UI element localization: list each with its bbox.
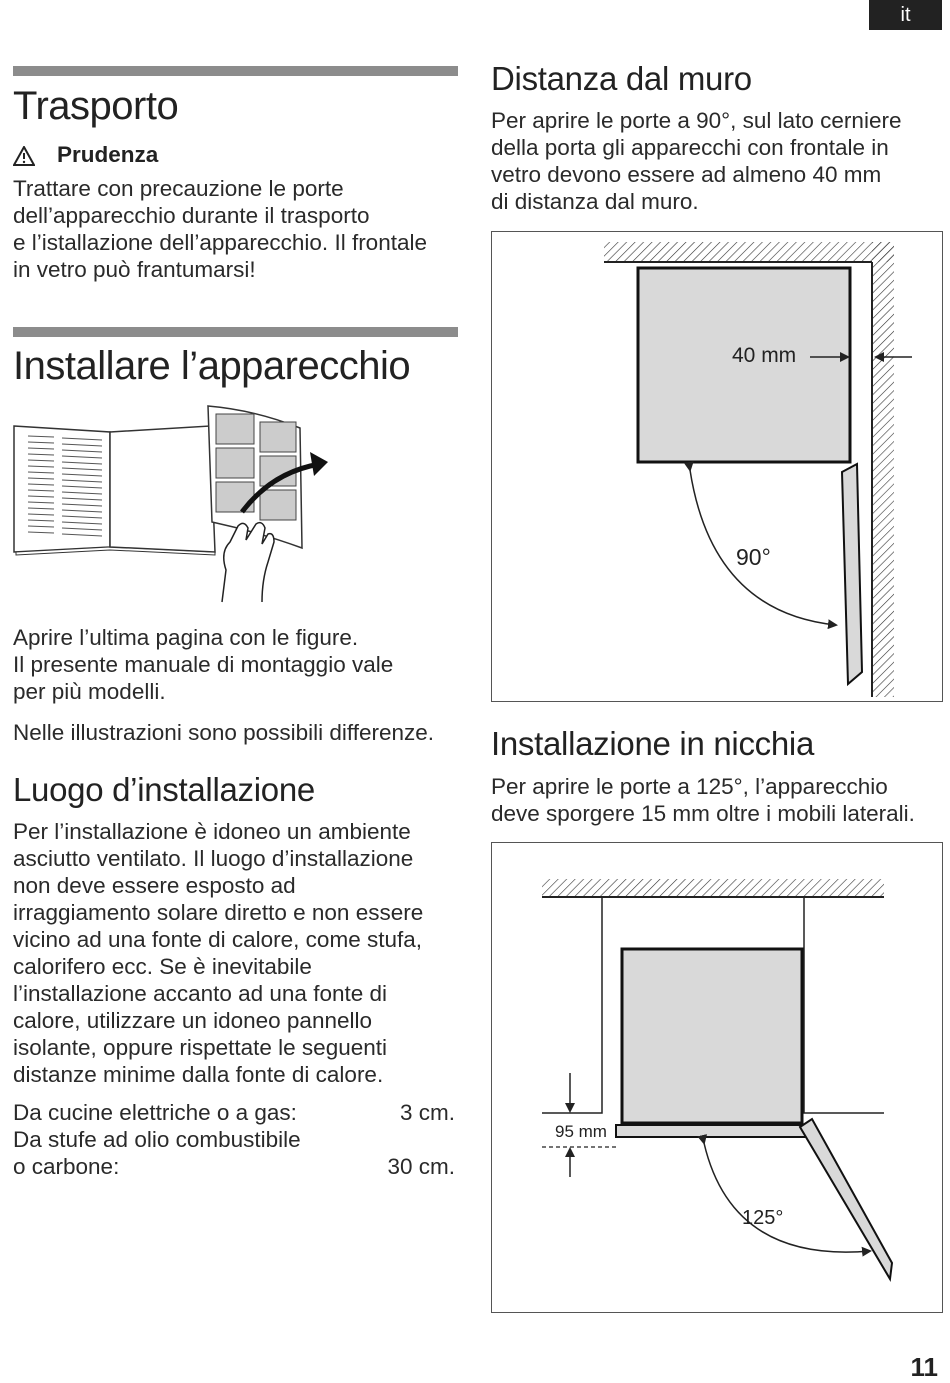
page-number: 11 — [910, 1352, 938, 1382]
luogo-text: Per l’installazione è idoneo un ambiente asciutto ventilato. Il luogo d’installazione non deve essere esposto ad irraggiamento solare diretto e non essere vicino ad una fonte di calore, come stufa, calorifero ecc. Se è inevitabile l’installazione accanto ad una fonte di calore, utilizzare un idoneo pannello isolante, oppure rispettate le seguenti distanze minime dalla fonte di calore. — [13, 819, 424, 1087]
distance-row: Da stufe ad olio combustibile — [13, 1127, 301, 1152]
section-rule — [13, 327, 458, 337]
language-tab: it — [869, 0, 942, 30]
wall-hatch — [872, 242, 894, 697]
trasporto-text: Trattare con precauzione le porte dell’apparecchio durante il trasporto e l’istallazione dell’apparecchio. Il frontale in vetro può frantumarsi! — [13, 176, 427, 282]
trasporto-title: Trasporto — [13, 84, 179, 128]
wall-distance-figure — [491, 231, 943, 702]
installare-text: Aprire l’ultima pagina con le figure. Il presente manuale di montaggio vale per più modelli. — [13, 625, 394, 704]
luogo-title: Luogo d’installazione — [13, 771, 315, 808]
installare-note: Nelle illustrazioni sono possibili differenze. — [13, 720, 435, 745]
distance-label: 40 mm — [732, 344, 797, 367]
distance-row: o carbone: 30 cm. — [13, 1154, 455, 1179]
warning-icon — [13, 146, 35, 166]
front-panel — [616, 1125, 806, 1137]
distanza-text: Per aprire le porte a 90°, sul lato cerniere della porta gli apparecchi con frontale in vetro devono essere ad almeno 40 mm di distanza dal muro. — [491, 108, 902, 214]
side-cabinet — [542, 897, 602, 1113]
appliance-box — [622, 949, 802, 1123]
side-cabinet — [804, 897, 884, 1113]
caution-label: Prudenza — [57, 142, 159, 167]
installare-title: Installare l’apparecchio — [13, 344, 411, 388]
wall-hatch — [604, 242, 894, 262]
niche-figure — [491, 842, 943, 1313]
open-manual-illustration — [10, 402, 340, 607]
nicchia-title: Installazione in nicchia — [491, 725, 814, 762]
angle-label: 90° — [736, 544, 771, 570]
nicchia-text: Per aprire le porte a 125°, l’apparecchio deve sporgere 15 mm oltre i mobili laterali. — [491, 774, 915, 826]
distance-label: 95 mm — [555, 1122, 607, 1141]
open-door — [800, 1119, 892, 1279]
section-rule — [13, 66, 458, 76]
angle-label: 125° — [742, 1207, 784, 1229]
distance-row: Da cucine elettriche o a gas: 3 cm. — [13, 1100, 455, 1125]
distanza-title: Distanza dal muro — [491, 60, 752, 97]
open-door — [842, 464, 862, 684]
wall-hatch — [542, 879, 884, 897]
